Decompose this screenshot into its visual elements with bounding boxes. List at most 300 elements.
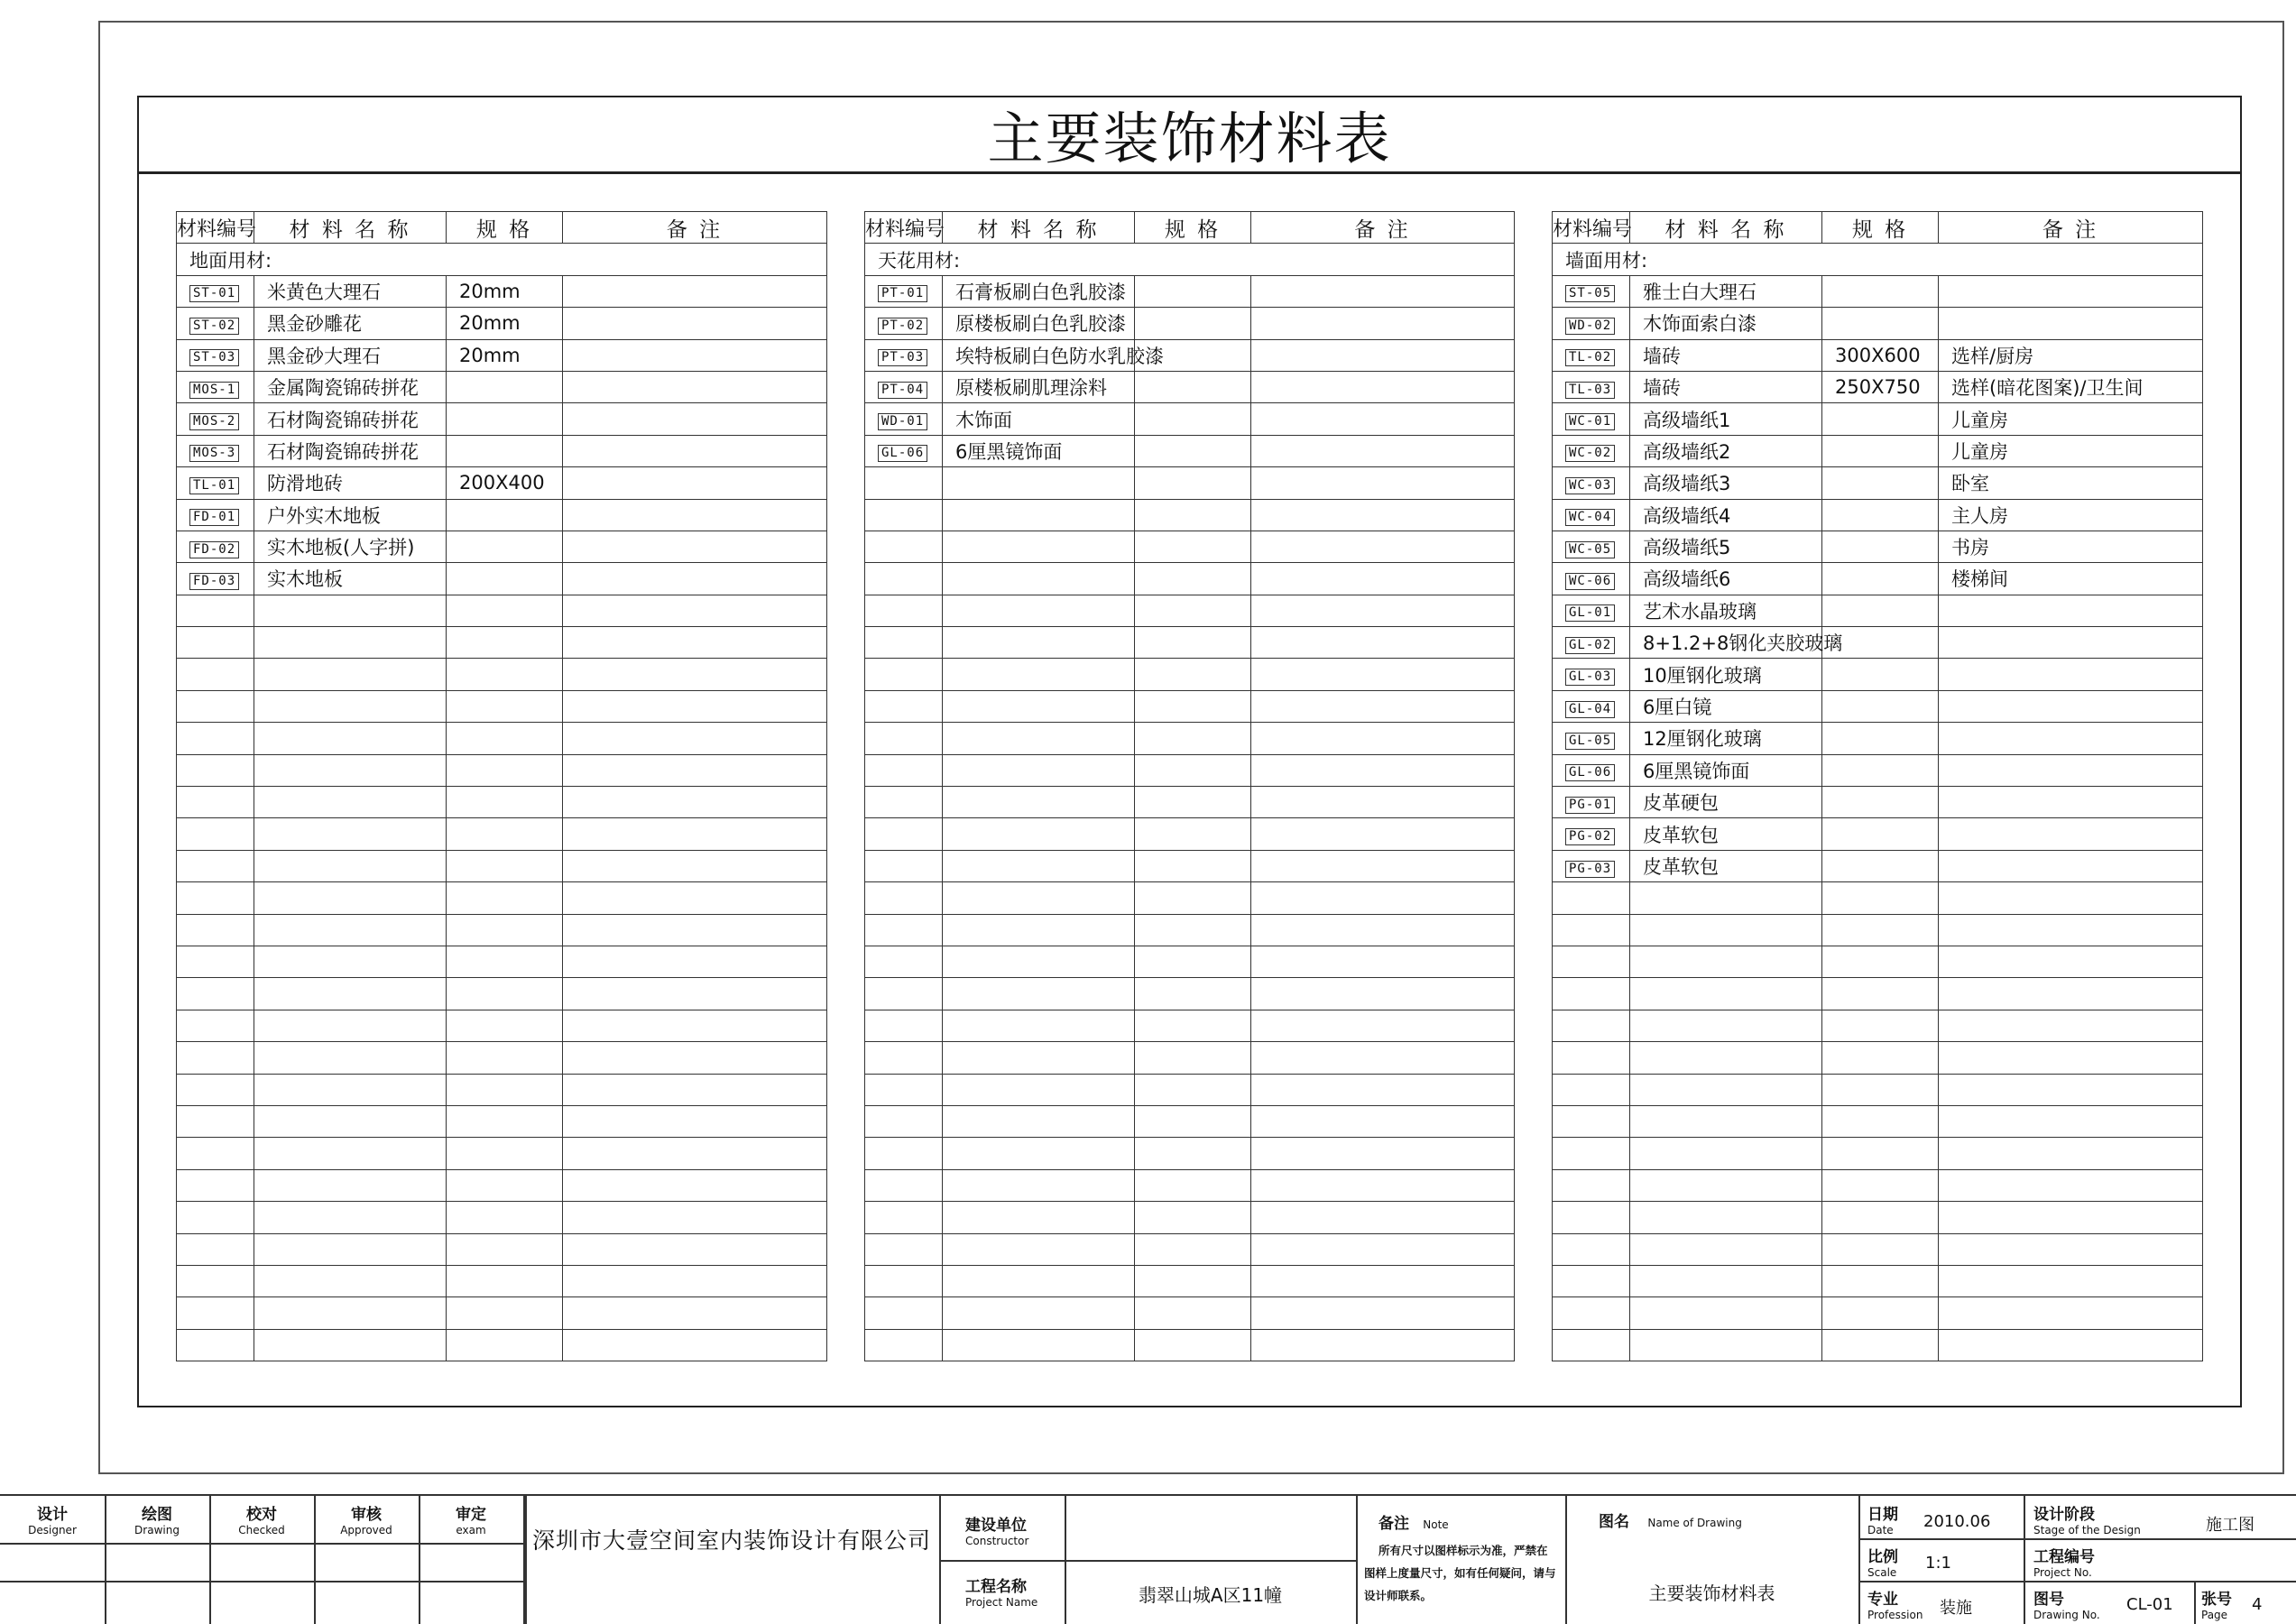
empty-cell bbox=[865, 1169, 943, 1201]
empty-cell bbox=[943, 1233, 1135, 1265]
table-row bbox=[177, 1329, 827, 1361]
empty-cell bbox=[447, 1297, 563, 1329]
material-code-cell bbox=[1553, 531, 1630, 562]
empty-cell bbox=[943, 1169, 1135, 1201]
table-row bbox=[177, 595, 827, 626]
material-spec bbox=[1822, 690, 1939, 722]
drawing-name-label: 图名 Name of Drawing bbox=[1599, 1513, 1742, 1531]
table-row bbox=[177, 978, 827, 1010]
table-row bbox=[177, 563, 827, 595]
empty-cell bbox=[1251, 499, 1515, 531]
empty-cell bbox=[1822, 1105, 1939, 1137]
material-code: ST-01 bbox=[189, 285, 239, 302]
empty-cell bbox=[254, 1233, 447, 1265]
table-row bbox=[177, 1265, 827, 1296]
material-code-cell bbox=[177, 563, 254, 595]
table-row bbox=[1553, 723, 2203, 754]
empty-cell bbox=[1135, 978, 1251, 1010]
empty-cell bbox=[1553, 1329, 1630, 1361]
empty-cell bbox=[1251, 1265, 1515, 1296]
material-note bbox=[1251, 403, 1515, 435]
material-spec bbox=[1822, 467, 1939, 499]
empty-cell bbox=[563, 690, 827, 722]
profession-value: 装施 bbox=[1940, 1599, 1972, 1618]
material-code: FD-03 bbox=[189, 573, 239, 590]
empty-cell bbox=[447, 1105, 563, 1137]
material-code: MOS-2 bbox=[189, 413, 239, 430]
empty-cell bbox=[1553, 882, 1630, 914]
material-name: 户外实木地板 bbox=[254, 499, 447, 531]
empty-cell bbox=[254, 1202, 447, 1233]
material-note bbox=[1939, 818, 2203, 850]
empty-cell bbox=[254, 882, 447, 914]
empty-cell bbox=[865, 1329, 943, 1361]
empty-cell bbox=[943, 1265, 1135, 1296]
empty-cell bbox=[865, 1105, 943, 1137]
material-name: 6厘白镜 bbox=[1630, 690, 1822, 722]
empty-cell bbox=[563, 1202, 827, 1233]
empty-cell bbox=[865, 1233, 943, 1265]
column-header: 材 料 名 称 bbox=[1630, 212, 1822, 244]
empty-cell bbox=[865, 978, 943, 1010]
empty-cell bbox=[943, 1138, 1135, 1169]
table-row bbox=[865, 850, 1515, 881]
empty-cell bbox=[865, 690, 943, 722]
table-row bbox=[177, 754, 827, 786]
table-row bbox=[1553, 531, 2203, 562]
empty-cell bbox=[865, 1042, 943, 1074]
material-code: WC-01 bbox=[1565, 413, 1615, 430]
empty-cell bbox=[1251, 818, 1515, 850]
empty-cell bbox=[1822, 1202, 1939, 1233]
drawing-no-value: CL-01 bbox=[2126, 1595, 2173, 1614]
empty-cell bbox=[1251, 1233, 1515, 1265]
empty-cell bbox=[1135, 563, 1251, 595]
material-note: 楼梯间 bbox=[1939, 563, 2203, 595]
empty-cell bbox=[1822, 1074, 1939, 1105]
material-spec bbox=[1822, 659, 1939, 690]
material-code-cell bbox=[1553, 818, 1630, 850]
empty-cell bbox=[1135, 946, 1251, 977]
empty-cell bbox=[943, 499, 1135, 531]
material-note bbox=[1939, 275, 2203, 307]
empty-cell bbox=[1553, 1105, 1630, 1137]
empty-cell bbox=[563, 787, 827, 818]
table-row bbox=[865, 275, 1515, 307]
empty-cell bbox=[447, 595, 563, 626]
material-code: ST-03 bbox=[189, 349, 239, 366]
empty-cell bbox=[943, 1202, 1135, 1233]
empty-cell bbox=[563, 1042, 827, 1074]
table-row bbox=[865, 339, 1515, 371]
empty-cell bbox=[447, 1233, 563, 1265]
material-name: 高级墙纸4 bbox=[1630, 499, 1822, 531]
empty-cell bbox=[1630, 1042, 1822, 1074]
material-note bbox=[1939, 723, 2203, 754]
table-row bbox=[1553, 1138, 2203, 1169]
table-row bbox=[1553, 308, 2203, 339]
empty-cell bbox=[1135, 754, 1251, 786]
table-row bbox=[1553, 1265, 2203, 1296]
table-row bbox=[177, 403, 827, 435]
materials-table-ceiling bbox=[864, 211, 1515, 1361]
empty-cell bbox=[865, 1010, 943, 1041]
empty-cell bbox=[943, 563, 1135, 595]
empty-cell bbox=[943, 946, 1135, 977]
column-header: 材 料 名 称 bbox=[943, 212, 1135, 244]
table-row bbox=[1553, 818, 2203, 850]
stage-label: 设计阶段 Stage of the Design bbox=[2033, 1506, 2141, 1536]
material-note bbox=[1939, 595, 2203, 626]
empty-cell bbox=[563, 1105, 827, 1137]
empty-cell bbox=[1135, 627, 1251, 659]
empty-cell bbox=[1251, 1169, 1515, 1201]
table-row bbox=[865, 787, 1515, 818]
material-name: 黑金砂大理石 bbox=[254, 339, 447, 371]
empty-cell bbox=[1135, 690, 1251, 722]
empty-cell bbox=[865, 850, 943, 881]
empty-cell bbox=[1135, 659, 1251, 690]
profession-label: 专业 Profession bbox=[1867, 1591, 1923, 1621]
title-band bbox=[137, 96, 2242, 174]
material-code-cell bbox=[177, 403, 254, 435]
empty-cell bbox=[865, 659, 943, 690]
role-label: 审定 exam bbox=[456, 1506, 486, 1536]
material-code: MOS-1 bbox=[189, 382, 239, 399]
empty-cell bbox=[177, 1010, 254, 1041]
empty-cell bbox=[1135, 1169, 1251, 1201]
material-name: 8+1.2+8钢化夹胶玻璃 bbox=[1630, 627, 1822, 659]
table-row bbox=[177, 723, 827, 754]
material-name: 高级墙纸3 bbox=[1630, 467, 1822, 499]
empty-cell bbox=[865, 627, 943, 659]
table-row bbox=[177, 1138, 827, 1169]
empty-cell bbox=[1630, 882, 1822, 914]
material-spec bbox=[1822, 275, 1939, 307]
material-name: 黑金砂雕花 bbox=[254, 308, 447, 339]
table-row bbox=[865, 1042, 1515, 1074]
empty-cell bbox=[1939, 1233, 2203, 1265]
material-name: 实木地板(人字拼) bbox=[254, 531, 447, 562]
material-spec bbox=[1822, 754, 1939, 786]
table-row bbox=[177, 659, 827, 690]
empty-cell bbox=[1630, 1329, 1822, 1361]
table-row bbox=[177, 1010, 827, 1041]
material-spec bbox=[447, 403, 563, 435]
material-code: ST-02 bbox=[189, 318, 239, 335]
table-row bbox=[865, 1138, 1515, 1169]
empty-cell bbox=[447, 754, 563, 786]
empty-cell bbox=[943, 467, 1135, 499]
empty-cell bbox=[447, 1010, 563, 1041]
empty-cell bbox=[1939, 1138, 2203, 1169]
table-row bbox=[177, 818, 827, 850]
material-note bbox=[1251, 339, 1515, 371]
table-row bbox=[1553, 1169, 2203, 1201]
table-row bbox=[865, 914, 1515, 946]
material-name: 6厘黑镜饰面 bbox=[1630, 754, 1822, 786]
empty-cell bbox=[1251, 1074, 1515, 1105]
empty-cell bbox=[1630, 1169, 1822, 1201]
project-no-label: 工程编号 Project No. bbox=[2033, 1548, 2095, 1579]
empty-cell bbox=[447, 1169, 563, 1201]
material-code: GL-02 bbox=[1565, 637, 1615, 654]
constructor-label: 建设单位 Constructor bbox=[965, 1517, 1029, 1547]
empty-cell bbox=[943, 882, 1135, 914]
empty-cell bbox=[865, 1074, 943, 1105]
material-name: 石膏板刷白色乳胶漆 bbox=[943, 275, 1135, 307]
empty-cell bbox=[1630, 1265, 1822, 1296]
material-spec bbox=[1822, 850, 1939, 881]
material-spec: 20mm bbox=[447, 339, 563, 371]
empty-cell bbox=[943, 914, 1135, 946]
table-row bbox=[177, 467, 827, 499]
empty-cell bbox=[1822, 882, 1939, 914]
table-row bbox=[865, 1233, 1515, 1265]
empty-cell bbox=[943, 1297, 1135, 1329]
empty-cell bbox=[254, 914, 447, 946]
stage-value: 施工图 bbox=[2206, 1516, 2255, 1535]
empty-cell bbox=[1135, 818, 1251, 850]
table-row bbox=[177, 882, 827, 914]
empty-cell bbox=[563, 1074, 827, 1105]
empty-cell bbox=[1822, 946, 1939, 977]
empty-cell bbox=[943, 1074, 1135, 1105]
empty-cell bbox=[254, 659, 447, 690]
table-row bbox=[865, 563, 1515, 595]
empty-cell bbox=[865, 946, 943, 977]
column-header: 材料编号 bbox=[1553, 212, 1630, 244]
material-code-cell bbox=[177, 339, 254, 371]
empty-cell bbox=[254, 850, 447, 881]
material-code-cell bbox=[1553, 595, 1630, 626]
material-code: GL-06 bbox=[1565, 764, 1615, 781]
table-row bbox=[865, 690, 1515, 722]
role-label: 绘图 Drawing bbox=[134, 1506, 180, 1536]
empty-cell bbox=[447, 818, 563, 850]
table-row bbox=[177, 1233, 827, 1265]
material-name: 防滑地砖 bbox=[254, 467, 447, 499]
empty-cell bbox=[943, 754, 1135, 786]
empty-cell bbox=[447, 882, 563, 914]
material-note bbox=[1939, 787, 2203, 818]
empty-cell bbox=[177, 787, 254, 818]
empty-cell bbox=[865, 1265, 943, 1296]
table-row bbox=[865, 1329, 1515, 1361]
table-row bbox=[865, 818, 1515, 850]
material-code: TL-03 bbox=[1565, 382, 1615, 399]
empty-cell bbox=[943, 978, 1135, 1010]
material-code: WD-01 bbox=[878, 413, 927, 430]
material-name: 石材陶瓷锦砖拼花 bbox=[254, 403, 447, 435]
table-row bbox=[1553, 1105, 2203, 1137]
empty-cell bbox=[1939, 1329, 2203, 1361]
empty-cell bbox=[254, 946, 447, 977]
empty-cell bbox=[1251, 1138, 1515, 1169]
empty-cell bbox=[1822, 978, 1939, 1010]
empty-cell bbox=[254, 595, 447, 626]
material-spec bbox=[447, 531, 563, 562]
table-row bbox=[865, 499, 1515, 531]
empty-cell bbox=[1553, 914, 1630, 946]
material-spec bbox=[1822, 308, 1939, 339]
material-note: 书房 bbox=[1939, 531, 2203, 562]
note-label: 备注 Note bbox=[1379, 1515, 1449, 1533]
material-spec bbox=[1822, 818, 1939, 850]
empty-cell bbox=[177, 1074, 254, 1105]
material-spec: 300X600 bbox=[1822, 339, 1939, 371]
empty-cell bbox=[865, 723, 943, 754]
material-code-cell bbox=[177, 531, 254, 562]
table-row bbox=[177, 1297, 827, 1329]
column-header: 备 注 bbox=[1939, 212, 2203, 244]
table-row bbox=[1553, 1329, 2203, 1361]
empty-cell bbox=[563, 1138, 827, 1169]
material-name: 皮革软包 bbox=[1630, 850, 1822, 881]
empty-cell bbox=[1251, 1329, 1515, 1361]
empty-cell bbox=[865, 467, 943, 499]
empty-cell bbox=[1630, 1074, 1822, 1105]
material-code-cell bbox=[1553, 723, 1630, 754]
empty-cell bbox=[1251, 1202, 1515, 1233]
table-row bbox=[177, 499, 827, 531]
empty-cell bbox=[1251, 882, 1515, 914]
empty-cell bbox=[1630, 946, 1822, 977]
material-code: GL-03 bbox=[1565, 669, 1615, 686]
table-row bbox=[1553, 627, 2203, 659]
empty-cell bbox=[254, 1329, 447, 1361]
material-note bbox=[1251, 308, 1515, 339]
empty-cell bbox=[1939, 1105, 2203, 1137]
empty-cell bbox=[254, 1297, 447, 1329]
category-label: 墙面用材: bbox=[1553, 244, 2203, 275]
material-note: 儿童房 bbox=[1939, 435, 2203, 466]
material-name: 墙砖 bbox=[1630, 339, 1822, 371]
empty-cell bbox=[1553, 978, 1630, 1010]
table-row bbox=[1553, 690, 2203, 722]
material-note: 选样/厨房 bbox=[1939, 339, 2203, 371]
table-row bbox=[865, 1265, 1515, 1296]
empty-cell bbox=[865, 499, 943, 531]
empty-cell bbox=[865, 1138, 943, 1169]
empty-cell bbox=[177, 978, 254, 1010]
material-note: 选样(暗花图案)/卫生间 bbox=[1939, 371, 2203, 402]
empty-cell bbox=[1135, 1297, 1251, 1329]
material-code: TL-01 bbox=[189, 477, 239, 494]
empty-cell bbox=[254, 1074, 447, 1105]
material-note bbox=[563, 499, 827, 531]
empty-cell bbox=[943, 627, 1135, 659]
material-name: 艺术水晶玻璃 bbox=[1630, 595, 1822, 626]
empty-cell bbox=[1553, 1074, 1630, 1105]
material-code: PT-02 bbox=[878, 318, 927, 335]
table-row bbox=[865, 659, 1515, 690]
empty-cell bbox=[1822, 1233, 1939, 1265]
empty-cell bbox=[254, 754, 447, 786]
empty-cell bbox=[865, 914, 943, 946]
empty-cell bbox=[1939, 1010, 2203, 1041]
table-row bbox=[177, 627, 827, 659]
empty-cell bbox=[1251, 595, 1515, 626]
empty-cell bbox=[1135, 914, 1251, 946]
material-note bbox=[1939, 627, 2203, 659]
empty-cell bbox=[1135, 1265, 1251, 1296]
table-row bbox=[177, 946, 827, 977]
empty-cell bbox=[1251, 978, 1515, 1010]
empty-cell bbox=[447, 787, 563, 818]
table-row bbox=[865, 371, 1515, 402]
empty-cell bbox=[1135, 499, 1251, 531]
table-header-row bbox=[1553, 212, 2203, 244]
empty-cell bbox=[254, 627, 447, 659]
material-spec bbox=[447, 563, 563, 595]
empty-cell bbox=[1939, 1169, 2203, 1201]
material-name: 高级墙纸1 bbox=[1630, 403, 1822, 435]
note-text: 所有尺寸以图样标示为准，严禁在 图样上度量尺寸，如有任何疑问，请与 设计师联系。 bbox=[1364, 1544, 1556, 1602]
empty-cell bbox=[1553, 1010, 1630, 1041]
table-row bbox=[865, 723, 1515, 754]
material-code-cell bbox=[865, 275, 943, 307]
material-name: 高级墙纸6 bbox=[1630, 563, 1822, 595]
table-header-row bbox=[177, 212, 827, 244]
empty-cell bbox=[177, 659, 254, 690]
material-name: 高级墙纸5 bbox=[1630, 531, 1822, 562]
empty-cell bbox=[1822, 1297, 1939, 1329]
empty-cell bbox=[1251, 946, 1515, 977]
empty-cell bbox=[1939, 1202, 2203, 1233]
empty-cell bbox=[563, 850, 827, 881]
empty-cell bbox=[447, 627, 563, 659]
table-row bbox=[865, 435, 1515, 466]
material-code-cell bbox=[177, 308, 254, 339]
empty-cell bbox=[1630, 1233, 1822, 1265]
title-block bbox=[0, 1494, 2296, 1622]
empty-cell bbox=[447, 1202, 563, 1233]
table-row bbox=[1553, 659, 2203, 690]
empty-cell bbox=[563, 1265, 827, 1296]
table-row bbox=[1553, 882, 2203, 914]
table-row bbox=[1553, 339, 2203, 371]
material-code: PT-03 bbox=[878, 349, 927, 366]
empty-cell bbox=[1135, 467, 1251, 499]
empty-cell bbox=[1251, 659, 1515, 690]
column-header: 备 注 bbox=[563, 212, 827, 244]
empty-cell bbox=[943, 595, 1135, 626]
table-row bbox=[1553, 946, 2203, 977]
empty-cell bbox=[865, 787, 943, 818]
material-note bbox=[1939, 659, 2203, 690]
material-spec: 250X750 bbox=[1822, 371, 1939, 402]
project-name-label: 工程名称 Project Name bbox=[965, 1578, 1038, 1609]
empty-cell bbox=[1251, 914, 1515, 946]
empty-cell bbox=[447, 1074, 563, 1105]
material-name: 米黄色大理石 bbox=[254, 275, 447, 307]
table-row bbox=[865, 1010, 1515, 1041]
table-row bbox=[865, 882, 1515, 914]
empty-cell bbox=[1630, 1105, 1822, 1137]
material-note bbox=[563, 467, 827, 499]
empty-cell bbox=[1939, 978, 2203, 1010]
table-row bbox=[177, 531, 827, 562]
empty-cell bbox=[865, 563, 943, 595]
empty-cell bbox=[1251, 563, 1515, 595]
empty-cell bbox=[1553, 1297, 1630, 1329]
empty-cell bbox=[1822, 1265, 1939, 1296]
empty-cell bbox=[254, 1010, 447, 1041]
role-label: 校对 Checked bbox=[238, 1506, 285, 1536]
empty-cell bbox=[563, 595, 827, 626]
empty-cell bbox=[865, 595, 943, 626]
